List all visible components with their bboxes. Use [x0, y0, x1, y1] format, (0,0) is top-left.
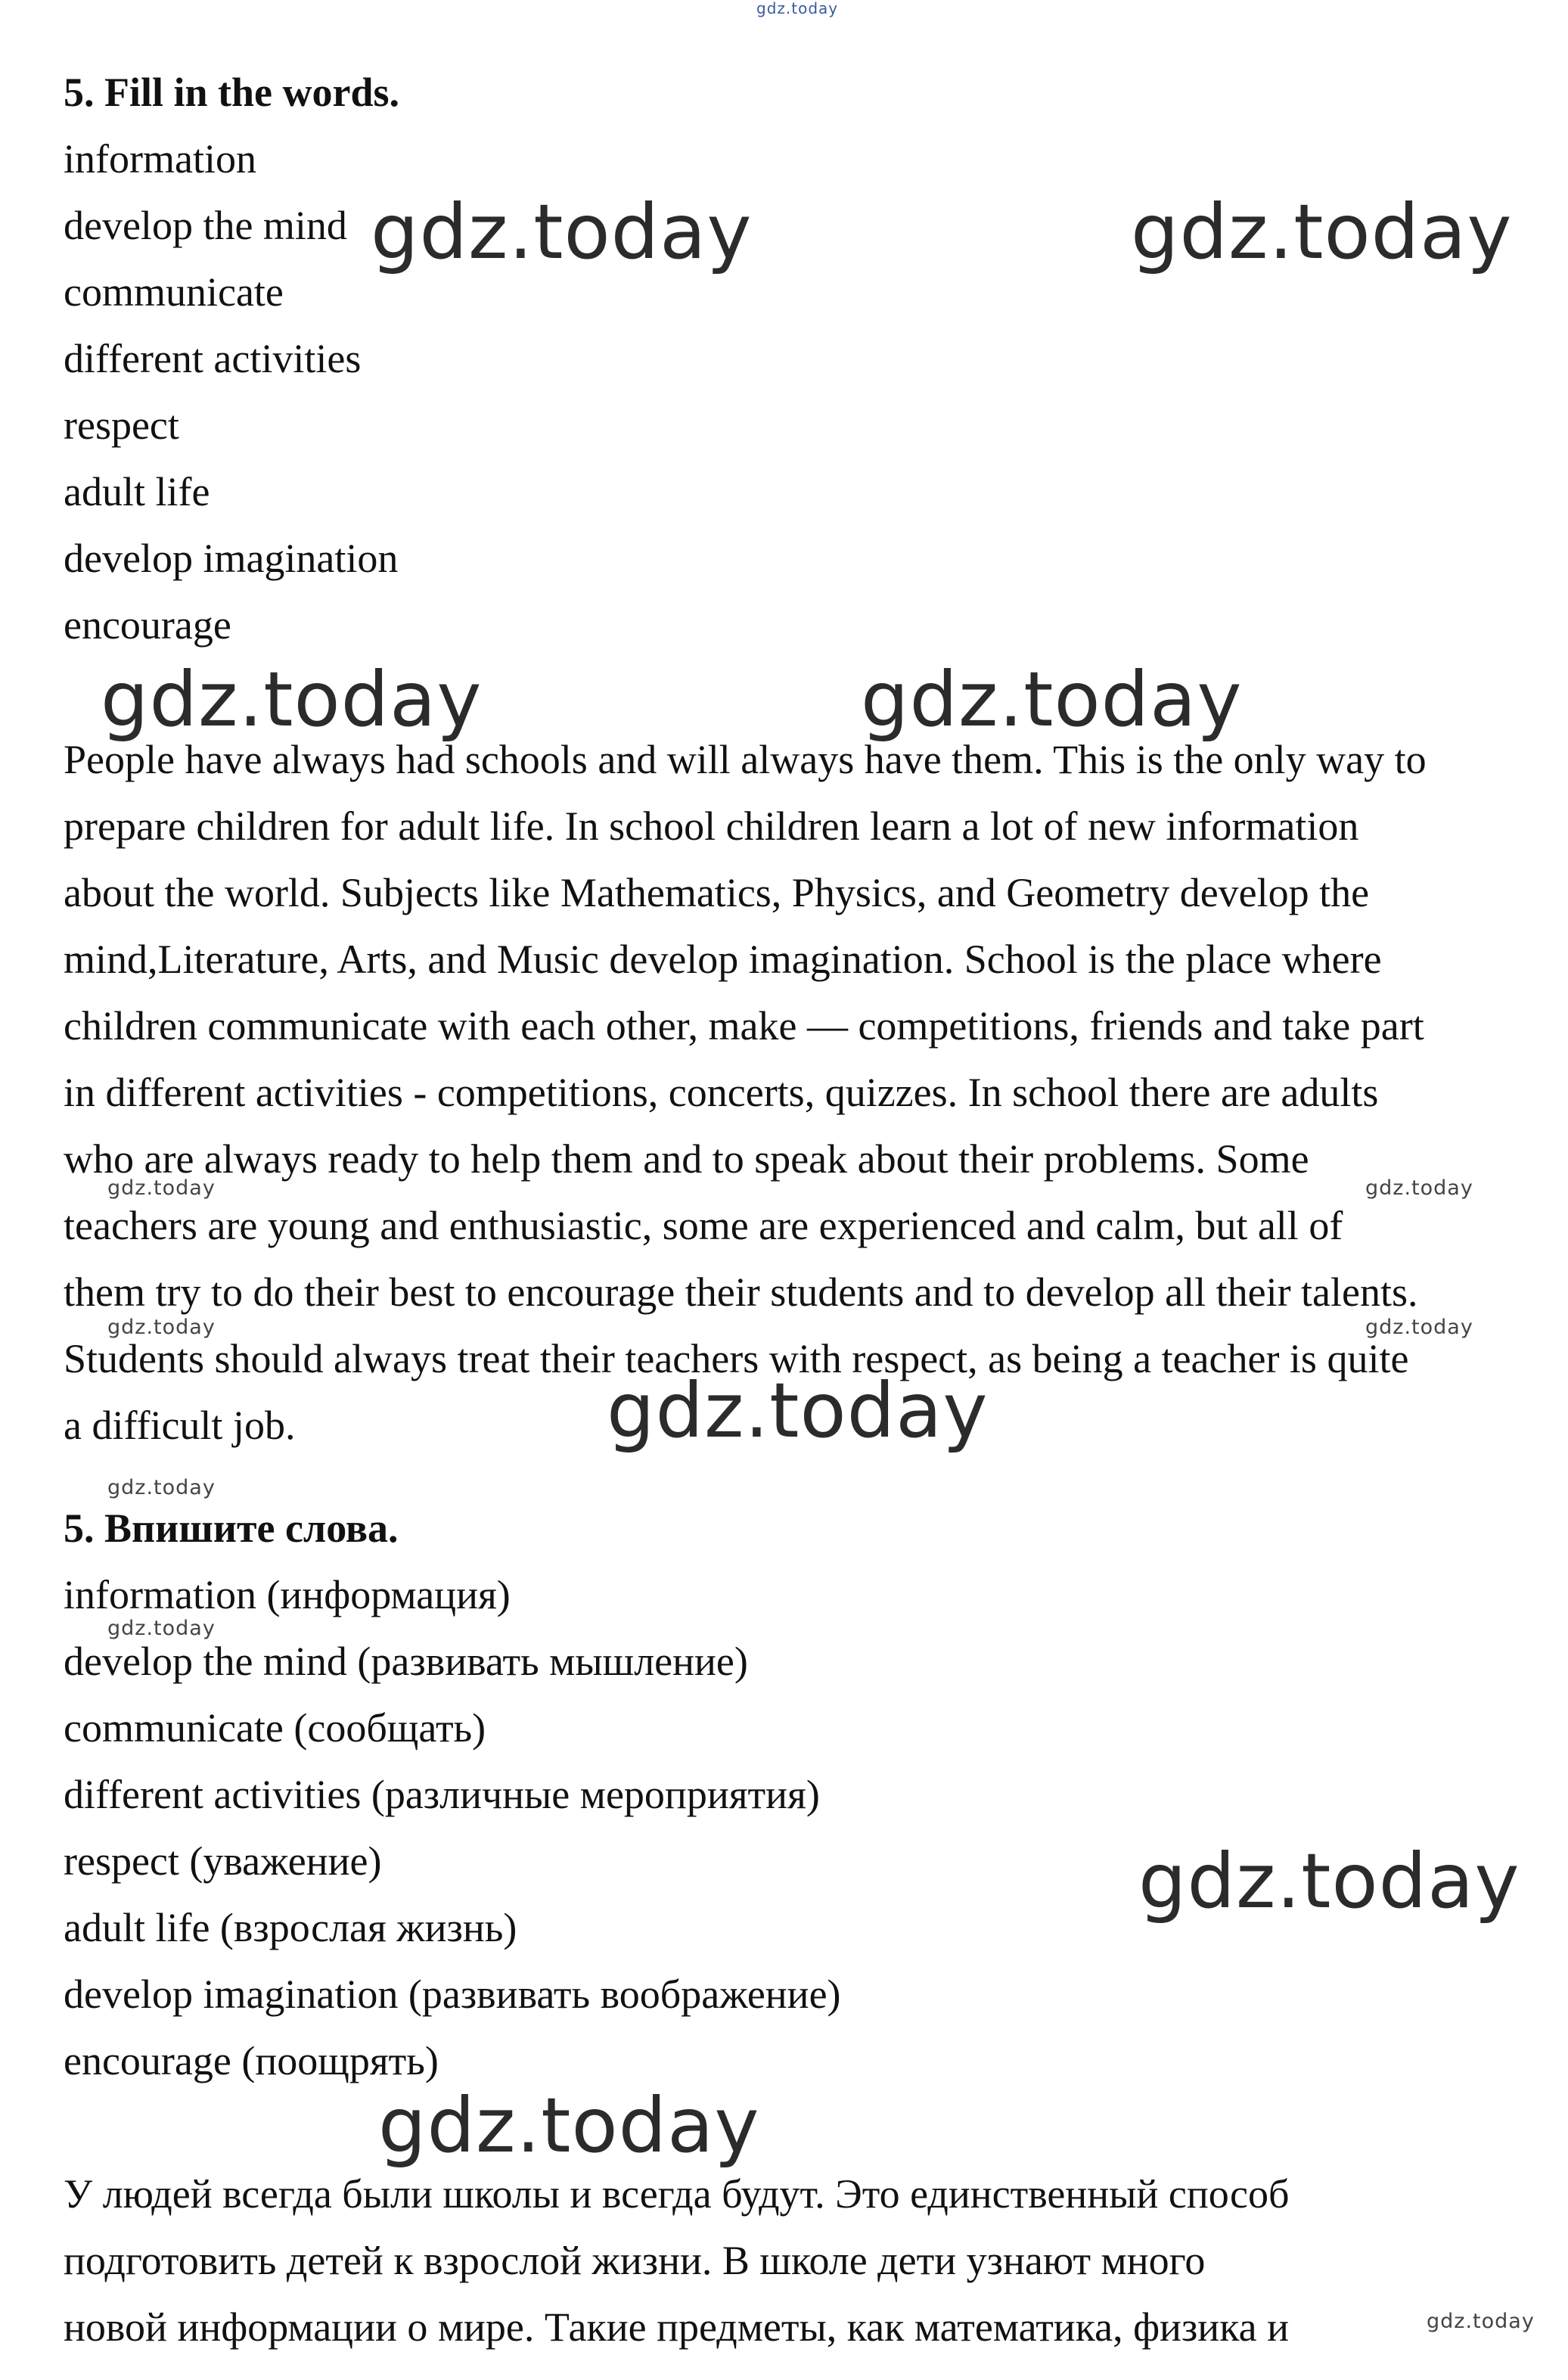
word-item-translated: adult life (взрослая жизнь) [64, 1905, 517, 1950]
watermark-small: gdz.today [1427, 2310, 1535, 2333]
watermark-large: gdz.today [371, 188, 753, 276]
paragraph-line: teachers are young and enthusiastic, some are experienced and calm, but all of [64, 1203, 1343, 1248]
watermark-small: gdz.today [107, 1176, 216, 1200]
paragraph-line: children communicate with each other, make — competitions, friends and take part [64, 1003, 1424, 1049]
exercise-heading-ru: 5. Впишите слова. [64, 1505, 399, 1551]
word-item-translated: develop imagination (развивать воображение) [64, 1971, 841, 2017]
watermark-small: gdz.today [1365, 1316, 1473, 1339]
watermark-large: gdz.today [378, 2081, 760, 2170]
word-item: develop the mind [64, 203, 347, 248]
paragraph-line: Students should always treat their teachers with respect, as being a teacher is quite [64, 1336, 1409, 1381]
watermark-small: gdz.today [107, 1617, 216, 1640]
word-item-translated: respect (уважение) [64, 1838, 382, 1884]
exercise-heading-en: 5. Fill in the words. [64, 70, 400, 115]
word-item-translated: different activities (различные мероприятия) [64, 1772, 820, 1817]
word-item: information [64, 136, 256, 182]
paragraph-line: who are always ready to help them and to speak about their problems. Some [64, 1136, 1309, 1182]
watermark-small: gdz.today [107, 1476, 216, 1499]
watermark-large: gdz.today [101, 655, 483, 744]
watermark-large: gdz.today [1138, 1837, 1520, 1925]
watermark-large: gdz.today [607, 1366, 989, 1455]
word-item-translated: information (информация) [64, 1572, 511, 1617]
paragraph-line-ru: У людей всегда были школы и всегда будут. Это единственный способ [64, 2171, 1290, 2217]
word-item: different activities [64, 336, 362, 381]
word-item-translated: develop the mind (развивать мышление) [64, 1639, 748, 1684]
paragraph-line: them try to do their best to encourage their students and to develop all their talents. [64, 1269, 1418, 1315]
paragraph-line: a difficult job. [64, 1403, 296, 1448]
paragraph-line: People have always had schools and will always have them. This is the only way to [64, 737, 1427, 782]
watermark-large: gdz.today [1131, 188, 1513, 276]
word-item: adult life [64, 469, 210, 514]
word-item: respect [64, 402, 179, 448]
word-item: develop imagination [64, 536, 399, 581]
word-item: encourage [64, 602, 231, 648]
watermark-small: gdz.today [1365, 1176, 1473, 1200]
word-item: communicate [64, 269, 284, 315]
word-item-translated: encourage (поощрять) [64, 2038, 439, 2083]
watermark-large: gdz.today [861, 655, 1243, 744]
watermark-tiny: gdz.today [756, 0, 839, 17]
paragraph-line: prepare children for adult life. In school children learn a lot of new information [64, 803, 1359, 849]
paragraph-line: mind,Literature, Arts, and Music develop imagination. School is the place where [64, 937, 1382, 982]
paragraph-line-ru: новой информации о мире. Такие предметы, как математика, физика и [64, 2304, 1289, 2350]
paragraph-line: about the world. Subjects like Mathematics, Physics, and Geometry develop the [64, 870, 1370, 915]
paragraph-line: in different activities - competitions, concerts, quizzes. In school there are adults [64, 1070, 1379, 1115]
word-item-translated: communicate (сообщать) [64, 1705, 486, 1751]
watermark-small: gdz.today [107, 1316, 216, 1339]
paragraph-line-ru: подготовить детей к взрослой жизни. В школе дети узнают много [64, 2238, 1206, 2283]
